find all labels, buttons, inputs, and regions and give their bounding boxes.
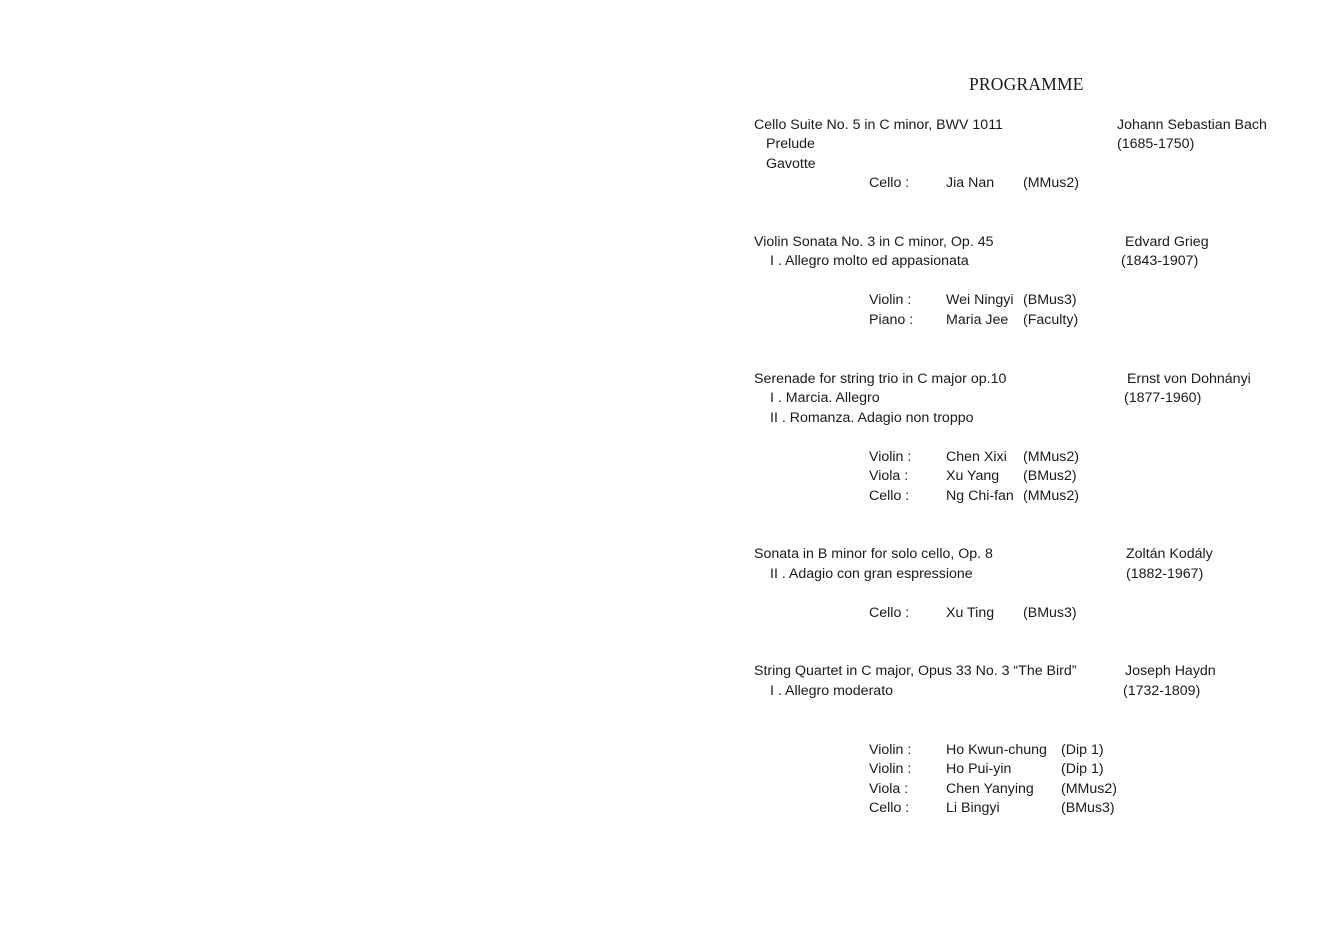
performer-instrument: Cello : xyxy=(869,605,910,621)
performer-instrument: Violin : xyxy=(869,761,912,777)
performer-instrument: Violin : xyxy=(869,449,912,465)
performer-name: Li Bingyi xyxy=(946,800,1000,816)
movement: Gavotte xyxy=(766,156,816,172)
performer-name: Chen Xixi xyxy=(946,449,1007,465)
performer-instrument: Viola : xyxy=(869,468,909,484)
performer-program: (Dip 1) xyxy=(1061,742,1104,758)
performer-name: Maria Jee xyxy=(946,312,1009,328)
work-title: Violin Sonata No. 3 in C minor, Op. 45 xyxy=(754,234,994,250)
work-title: String Quartet in C major, Opus 33 No. 3 “The Bird” xyxy=(754,663,1077,679)
performer-name: Jia Nan xyxy=(946,175,995,191)
work-title: Serenade for string trio in C major op.10 xyxy=(754,371,1007,387)
performer-instrument: Violin : xyxy=(869,292,912,308)
composer-dates: (1685-1750) xyxy=(1117,136,1195,152)
performer-program: (BMus3) xyxy=(1023,605,1077,621)
performer-name: Xu Ting xyxy=(946,605,995,621)
composer-name: Edvard Grieg xyxy=(1125,234,1209,250)
performer-program: (Dip 1) xyxy=(1061,761,1104,777)
composer-name: Joseph Haydn xyxy=(1125,663,1216,679)
movement: Prelude xyxy=(766,136,815,152)
movement: II . Adagio con gran espressione xyxy=(770,566,973,582)
performer-program: (Faculty) xyxy=(1023,312,1079,328)
work-title: Cello Suite No. 5 in C minor, BWV 1011 xyxy=(754,117,1003,133)
performer-instrument: Cello : xyxy=(869,488,910,504)
composer-dates: (1877-1960) xyxy=(1124,390,1202,406)
performer-name: Xu Yang xyxy=(946,468,1000,484)
composer-name: Johann Sebastian Bach xyxy=(1117,117,1267,133)
performer-name: Ho Pui-yin xyxy=(946,761,1012,777)
performer-instrument: Cello : xyxy=(869,175,910,191)
composer-dates: (1882-1967) xyxy=(1126,566,1204,582)
performer-name: Chen Yanying xyxy=(946,781,1034,797)
performer-name: Ho Kwun-chung xyxy=(946,742,1047,758)
performer-program: (MMus2) xyxy=(1023,175,1079,191)
movement: I . Allegro moderato xyxy=(770,683,894,699)
composer-name: Zoltán Kodály xyxy=(1126,546,1213,562)
performer-program: (BMus2) xyxy=(1023,468,1077,484)
movement: II . Romanza. Adagio non troppo xyxy=(770,410,974,426)
performer-program: (MMus2) xyxy=(1023,488,1079,504)
performer-instrument: Viola : xyxy=(869,781,909,797)
movement: I . Marcia. Allegro xyxy=(770,390,880,406)
movement: I . Allegro molto ed appasionata xyxy=(770,253,969,269)
page-title: PROGRAMME xyxy=(969,74,1084,94)
performer-program: (MMus2) xyxy=(1023,449,1079,465)
performer-program: (BMus3) xyxy=(1061,800,1115,816)
performer-instrument: Violin : xyxy=(869,742,912,758)
composer-dates: (1732-1809) xyxy=(1123,683,1201,699)
performer-program: (BMus3) xyxy=(1023,292,1077,308)
performer-instrument: Piano : xyxy=(869,312,914,328)
performer-name: Wei Ningyi xyxy=(946,292,1014,308)
work-title: Sonata in B minor for solo cello, Op. 8 xyxy=(754,546,993,562)
composer-name: Ernst von Dohnányi xyxy=(1127,371,1251,387)
performer-name: Ng Chi-fan xyxy=(946,488,1014,504)
performer-instrument: Cello : xyxy=(869,800,910,816)
performer-program: (MMus2) xyxy=(1061,781,1117,797)
composer-dates: (1843-1907) xyxy=(1121,253,1199,269)
